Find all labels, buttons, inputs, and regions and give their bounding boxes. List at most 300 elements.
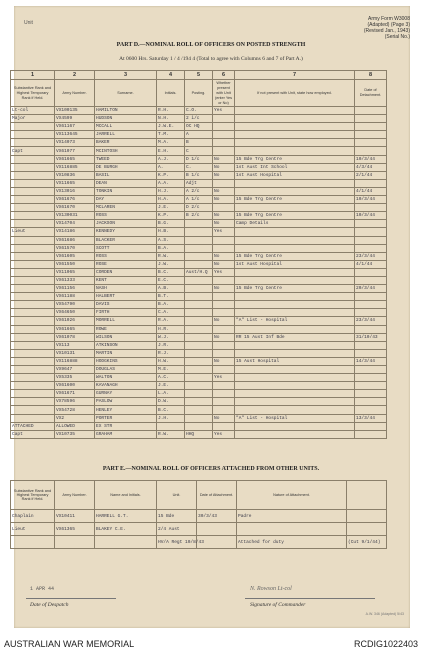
table-cell: VX11065 bbox=[55, 268, 95, 276]
table-cell bbox=[355, 293, 387, 301]
table-cell bbox=[235, 123, 355, 131]
table-cell bbox=[355, 430, 387, 438]
table-cell: R.A. bbox=[157, 317, 185, 325]
table-cell: B bbox=[185, 139, 213, 147]
table-cell: ROSS bbox=[95, 212, 157, 220]
table-cell: JARRELL bbox=[95, 131, 157, 139]
table-cell bbox=[11, 204, 55, 212]
table-cell bbox=[213, 325, 235, 333]
table-cell bbox=[185, 228, 213, 236]
table-row bbox=[11, 285, 387, 293]
table-cell: B 1/c bbox=[185, 171, 213, 179]
table-cell bbox=[11, 131, 55, 139]
table-cell: Attached for duty bbox=[237, 536, 347, 549]
table-cell: C bbox=[185, 147, 213, 155]
column-header: Whether present with Unit (enter Yes or No) bbox=[213, 80, 235, 107]
table-row bbox=[11, 187, 387, 195]
column-header: Name and Initials. bbox=[95, 481, 157, 510]
table-cell: H.A. bbox=[157, 196, 185, 204]
table-row bbox=[11, 212, 387, 220]
table-cell: VX61365 bbox=[55, 523, 95, 536]
table-cell: H.B. bbox=[157, 228, 185, 236]
column-header: Army Number. bbox=[55, 481, 95, 510]
archive-name: AUSTRALIAN WAR MEMORIAL bbox=[4, 639, 135, 649]
table-cell bbox=[237, 523, 347, 536]
table-cell bbox=[185, 333, 213, 341]
table-row bbox=[11, 398, 387, 406]
table-cell: 10/3/44 bbox=[355, 155, 387, 163]
table-cell bbox=[213, 131, 235, 139]
unit-line: Unit bbox=[24, 20, 33, 26]
table-cell: VX61167 bbox=[55, 123, 95, 131]
table-cell: 1st Aust Hospital bbox=[235, 171, 355, 179]
table-cell: J.R. bbox=[157, 341, 185, 349]
table-cell: VX61570 bbox=[55, 244, 95, 252]
table-cell bbox=[235, 430, 355, 438]
table-cell: VX61665 bbox=[55, 155, 95, 163]
table-cell bbox=[235, 236, 355, 244]
table-cell: VX130031 bbox=[55, 212, 95, 220]
table-cell bbox=[355, 325, 387, 333]
table-cell bbox=[235, 276, 355, 284]
table-cell: 10/3/44 bbox=[355, 212, 387, 220]
table-cell bbox=[213, 123, 235, 131]
table-cell: Yes bbox=[213, 430, 235, 438]
table-cell: VX10735 bbox=[55, 430, 95, 438]
table-cell: 2/1/44 bbox=[355, 171, 387, 179]
table-cell bbox=[185, 317, 213, 325]
table-cell: 1st Aust Int School bbox=[235, 163, 355, 171]
column-header: Posting. bbox=[185, 80, 213, 107]
table-cell: K.P. bbox=[157, 171, 185, 179]
table-cell: VX113 bbox=[55, 341, 95, 349]
table-cell: SCOTT bbox=[95, 244, 157, 252]
table-cell: No bbox=[213, 333, 235, 341]
table-cell: VX2 bbox=[55, 414, 95, 422]
table-cell: A 2/c bbox=[185, 187, 213, 195]
column-header-row bbox=[11, 80, 387, 107]
table-row bbox=[11, 390, 387, 398]
table-cell: 4/3/44 bbox=[355, 163, 387, 171]
table-cell bbox=[185, 301, 213, 309]
table-cell: R.W. bbox=[157, 252, 185, 260]
column-number-row bbox=[11, 71, 387, 80]
table-cell: 23/3/44 bbox=[355, 317, 387, 325]
table-cell bbox=[11, 406, 55, 414]
table-cell: N.H. bbox=[157, 115, 185, 123]
table-cell bbox=[355, 179, 387, 187]
table-cell: B 2/c bbox=[185, 212, 213, 220]
table-cell bbox=[235, 179, 355, 187]
table-cell: No bbox=[213, 171, 235, 179]
table-cell: HUDSON bbox=[95, 115, 157, 123]
table-row bbox=[11, 107, 387, 115]
table-cell bbox=[213, 293, 235, 301]
table-cell bbox=[235, 147, 355, 155]
table-cell: D.W. bbox=[157, 398, 185, 406]
table-cell bbox=[235, 406, 355, 414]
table-row bbox=[11, 382, 387, 390]
table-cell: 30/3/43 bbox=[197, 510, 237, 523]
table-cell: E.C. bbox=[157, 276, 185, 284]
table-cell: Capt bbox=[11, 430, 55, 438]
table-cell bbox=[213, 341, 235, 349]
printer-note: A.W. 346 (Adapted) 5/43 bbox=[365, 612, 404, 616]
table-cell: VX9647 bbox=[55, 366, 95, 374]
table-cell: MCINTOSH bbox=[95, 147, 157, 155]
table-cell bbox=[11, 374, 55, 382]
table-cell bbox=[11, 163, 55, 171]
table-cell bbox=[235, 228, 355, 236]
table-cell: NASH bbox=[95, 285, 157, 293]
table-cell: C.A. bbox=[157, 309, 185, 317]
table-cell bbox=[11, 155, 55, 163]
table-row bbox=[11, 131, 387, 139]
table-cell bbox=[11, 414, 55, 422]
table-row bbox=[11, 374, 387, 382]
table-cell: PASLOW bbox=[95, 398, 157, 406]
table-row bbox=[11, 422, 387, 430]
table-cell: VX116885 bbox=[55, 163, 95, 171]
table-cell: VX10411 bbox=[55, 510, 95, 523]
table-row bbox=[11, 252, 387, 260]
table-row bbox=[11, 333, 387, 341]
table-cell: No bbox=[213, 155, 235, 163]
table-cell: VX61686 bbox=[55, 236, 95, 244]
table-cell: CORDEN bbox=[95, 268, 157, 276]
table-cell bbox=[11, 285, 55, 293]
table-cell: VX61078 bbox=[55, 333, 95, 341]
table-cell: VX61333 bbox=[55, 276, 95, 284]
part-d-title: PART D.—NOMINAL ROLL OF OFFICERS ON POSTED STRENGTH bbox=[116, 42, 306, 48]
table-cell: VX10131 bbox=[55, 349, 95, 357]
table-cell: VX61670 bbox=[55, 204, 95, 212]
table-cell bbox=[11, 357, 55, 365]
table-cell bbox=[235, 204, 355, 212]
table-row bbox=[11, 510, 387, 523]
table-cell bbox=[213, 147, 235, 155]
table-cell: No bbox=[213, 414, 235, 422]
table-cell: Capt bbox=[11, 147, 55, 155]
table-cell: MARTIN bbox=[95, 349, 157, 357]
table-cell: GURNAY bbox=[95, 390, 157, 398]
table-cell: C.O. bbox=[185, 107, 213, 115]
table-cell bbox=[11, 301, 55, 309]
table-cell: HENLEY bbox=[95, 406, 157, 414]
table-cell: Camp Details bbox=[235, 220, 355, 228]
column-header: Date of Attachment. bbox=[197, 481, 237, 510]
table-row bbox=[11, 341, 387, 349]
table-cell bbox=[11, 123, 55, 131]
table-cell: 14/3/44 bbox=[355, 357, 387, 365]
table-cell bbox=[235, 107, 355, 115]
table-cell bbox=[11, 252, 55, 260]
table-cell: BLACKER bbox=[95, 236, 157, 244]
table-cell: M.A. bbox=[157, 139, 185, 147]
table-cell bbox=[235, 187, 355, 195]
table-cell bbox=[213, 301, 235, 309]
attached-officers-table bbox=[10, 480, 387, 549]
attached-body bbox=[11, 510, 387, 549]
table-row bbox=[11, 301, 387, 309]
table-cell: H.W. bbox=[157, 357, 185, 365]
table-cell: DAY bbox=[95, 196, 157, 204]
table-cell bbox=[11, 139, 55, 147]
table-row bbox=[11, 163, 387, 171]
column-number: 4 bbox=[157, 71, 185, 80]
table-cell: HV/A Regt 10/8/43 bbox=[157, 536, 197, 549]
table-row bbox=[11, 236, 387, 244]
column-header: Army Number. bbox=[55, 80, 95, 107]
table-cell: 31/10/43 bbox=[355, 333, 387, 341]
table-cell: VX61671 bbox=[55, 390, 95, 398]
table-cell bbox=[213, 276, 235, 284]
table-cell bbox=[11, 293, 55, 301]
table-cell: VX14073 bbox=[55, 139, 95, 147]
table-cell: VX61077 bbox=[55, 147, 95, 155]
table-cell: R.W. bbox=[157, 430, 185, 438]
table-cell: DE BURGH bbox=[95, 163, 157, 171]
table-cell: VX14186 bbox=[55, 228, 95, 236]
table-cell: Padre bbox=[237, 510, 347, 523]
table-cell: (Cut 9/1/44) bbox=[347, 536, 387, 549]
table-cell: No bbox=[213, 196, 235, 204]
table-row bbox=[11, 325, 387, 333]
table-cell bbox=[11, 212, 55, 220]
table-cell bbox=[213, 236, 235, 244]
table-cell bbox=[11, 187, 55, 195]
table-cell: VX64650 bbox=[55, 309, 95, 317]
table-cell bbox=[235, 309, 355, 317]
table-cell: 23/3/44 bbox=[355, 252, 387, 260]
table-cell: A.J. bbox=[157, 155, 185, 163]
column-header: Initials. bbox=[157, 80, 185, 107]
column-header: Surname. bbox=[95, 80, 157, 107]
table-cell bbox=[157, 422, 185, 430]
table-cell bbox=[11, 536, 55, 549]
table-cell bbox=[213, 398, 235, 406]
table-cell: TWEED bbox=[95, 155, 157, 163]
table-cell bbox=[213, 366, 235, 374]
table-cell bbox=[185, 285, 213, 293]
signature-rule bbox=[245, 598, 375, 599]
table-cell: FIRTH bbox=[95, 309, 157, 317]
table-cell bbox=[185, 252, 213, 260]
table-cell: Yes bbox=[213, 228, 235, 236]
column-number: 1 bbox=[11, 71, 55, 80]
table-cell bbox=[355, 398, 387, 406]
table-cell bbox=[55, 536, 95, 549]
table-cell bbox=[11, 349, 55, 357]
table-cell: VX61676 bbox=[55, 196, 95, 204]
table-cell bbox=[197, 523, 237, 536]
table-cell bbox=[11, 390, 55, 398]
table-cell: R.H. bbox=[157, 107, 185, 115]
table-cell: VX11665 bbox=[55, 179, 95, 187]
table-cell: K.P. bbox=[157, 212, 185, 220]
column-number: 3 bbox=[95, 71, 157, 80]
table-cell: VX61665 bbox=[55, 325, 95, 333]
table-cell bbox=[355, 422, 387, 430]
form-revised: (Revised Jan., 1943) bbox=[363, 28, 410, 34]
table-cell bbox=[185, 390, 213, 398]
table-cell: A.C. bbox=[157, 374, 185, 382]
table-cell bbox=[355, 382, 387, 390]
table-cell: A.S. bbox=[157, 236, 185, 244]
table-cell bbox=[355, 220, 387, 228]
table-cell: B.G. bbox=[157, 220, 185, 228]
table-cell: KENT bbox=[95, 276, 157, 284]
table-cell bbox=[235, 341, 355, 349]
table-cell: 4/1/44 bbox=[355, 187, 387, 195]
table-cell: VX100135 bbox=[55, 107, 95, 115]
table-cell bbox=[355, 374, 387, 382]
table-cell: 15 Bde Trg Centre bbox=[235, 212, 355, 220]
table-cell bbox=[355, 115, 387, 123]
table-row bbox=[11, 260, 387, 268]
table-row bbox=[11, 244, 387, 252]
table-cell: Major bbox=[11, 115, 55, 123]
table-row bbox=[11, 196, 387, 204]
table-cell bbox=[213, 390, 235, 398]
table-row bbox=[11, 366, 387, 374]
table-cell: VX116888 bbox=[55, 357, 95, 365]
table-cell: VX4599 bbox=[55, 115, 95, 123]
table-cell bbox=[11, 220, 55, 228]
table-cell: DAVIS bbox=[95, 301, 157, 309]
table-cell bbox=[185, 398, 213, 406]
table-cell bbox=[355, 268, 387, 276]
table-cell bbox=[11, 341, 55, 349]
table-cell: DEAN bbox=[95, 179, 157, 187]
table-cell bbox=[11, 179, 55, 187]
column-header: Nature of Attachment. bbox=[237, 481, 347, 510]
table-cell bbox=[235, 422, 355, 430]
table-row bbox=[11, 204, 387, 212]
table-row bbox=[11, 139, 387, 147]
table-row bbox=[11, 349, 387, 357]
table-cell: VX78596 bbox=[55, 398, 95, 406]
table-cell bbox=[11, 236, 55, 244]
table-cell bbox=[185, 414, 213, 422]
column-header: Substantive Rank and Highest Temporary Rank if Held. bbox=[11, 481, 55, 510]
table-cell bbox=[185, 357, 213, 365]
table-cell: ROWE bbox=[95, 325, 157, 333]
table-cell: B.A. bbox=[157, 244, 185, 252]
table-cell bbox=[185, 349, 213, 357]
despatch-rule bbox=[26, 598, 116, 599]
table-cell: HODGKINS bbox=[95, 357, 157, 365]
table-cell: J.E. bbox=[157, 204, 185, 212]
table-cell bbox=[235, 349, 355, 357]
table-cell: VX61156 bbox=[55, 285, 95, 293]
table-cell: HALBERT bbox=[95, 293, 157, 301]
table-cell: 13/3/44 bbox=[355, 414, 387, 422]
table-cell: No bbox=[213, 212, 235, 220]
table-cell bbox=[185, 341, 213, 349]
table-cell: No bbox=[213, 187, 235, 195]
table-row bbox=[11, 179, 387, 187]
table-cell bbox=[355, 139, 387, 147]
table-cell bbox=[355, 390, 387, 398]
table-cell: A. bbox=[157, 163, 185, 171]
table-cell: ALLOWED bbox=[55, 422, 95, 430]
table-cell bbox=[185, 366, 213, 374]
table-cell: 15 Bde Trg Centre bbox=[235, 196, 355, 204]
table-cell: VX54790 bbox=[55, 301, 95, 309]
table-cell: BAKER bbox=[95, 139, 157, 147]
table-cell: 4/1/44 bbox=[355, 260, 387, 268]
table-cell bbox=[11, 333, 55, 341]
table-row bbox=[11, 276, 387, 284]
table-cell: VX113645 bbox=[55, 131, 95, 139]
table-cell: H.R. bbox=[157, 325, 185, 333]
table-cell: M.E. bbox=[157, 366, 185, 374]
table-cell: ATKINSON bbox=[95, 341, 157, 349]
table-cell bbox=[355, 301, 387, 309]
table-cell bbox=[235, 244, 355, 252]
table-cell: H.J. bbox=[157, 187, 185, 195]
table-row bbox=[11, 115, 387, 123]
table-cell bbox=[213, 422, 235, 430]
table-cell bbox=[11, 398, 55, 406]
table-cell: BLAKEY C.E. bbox=[95, 523, 157, 536]
table-cell bbox=[213, 309, 235, 317]
table-cell: HHQ bbox=[185, 430, 213, 438]
table-cell bbox=[11, 244, 55, 252]
column-header: Unit. bbox=[157, 481, 197, 510]
table-row bbox=[11, 357, 387, 365]
table-cell bbox=[213, 115, 235, 123]
table-cell bbox=[213, 382, 235, 390]
table-row bbox=[11, 155, 387, 163]
table-cell bbox=[185, 220, 213, 228]
table-cell bbox=[11, 366, 55, 374]
table-cell: B.T. bbox=[157, 293, 185, 301]
table-cell bbox=[355, 276, 387, 284]
table-cell bbox=[213, 349, 235, 357]
table-cell bbox=[213, 179, 235, 187]
table-cell: 15 Aust Hospital bbox=[235, 357, 355, 365]
column-number: 8 bbox=[355, 71, 387, 80]
table-cell: GRAHAM bbox=[95, 430, 157, 438]
table-cell bbox=[11, 260, 55, 268]
despatch-label: Date of Despatch bbox=[30, 602, 69, 608]
table-cell: "A" List - Hospital bbox=[235, 414, 355, 422]
table-cell bbox=[95, 536, 157, 549]
table-cell: 20/3/44 bbox=[355, 285, 387, 293]
table-cell bbox=[213, 406, 235, 414]
table-cell bbox=[347, 523, 387, 536]
date-line: At 0600 Hrs. Saturday 1 / 4 /194 4 (Total to agree with Columns 6 and 7 of Part A.) bbox=[119, 56, 303, 62]
table-cell bbox=[185, 382, 213, 390]
table-cell: HAMILTON bbox=[95, 107, 157, 115]
table-cell: ROSE bbox=[95, 260, 157, 268]
column-header: Substantive Rank and Highest Temporary Rank if Held. bbox=[11, 80, 55, 107]
table-row bbox=[11, 220, 387, 228]
table-row bbox=[11, 536, 387, 549]
table-cell: Yes bbox=[213, 107, 235, 115]
table-cell bbox=[185, 244, 213, 252]
table-row bbox=[11, 147, 387, 155]
table-cell bbox=[235, 398, 355, 406]
table-cell bbox=[185, 293, 213, 301]
attached-header-row bbox=[11, 481, 387, 510]
table-cell: A.A. bbox=[157, 179, 185, 187]
table-cell: ATTACHED bbox=[11, 422, 55, 430]
commander-signature: N. Rowson Lt-col bbox=[250, 586, 292, 592]
table-cell bbox=[235, 325, 355, 333]
